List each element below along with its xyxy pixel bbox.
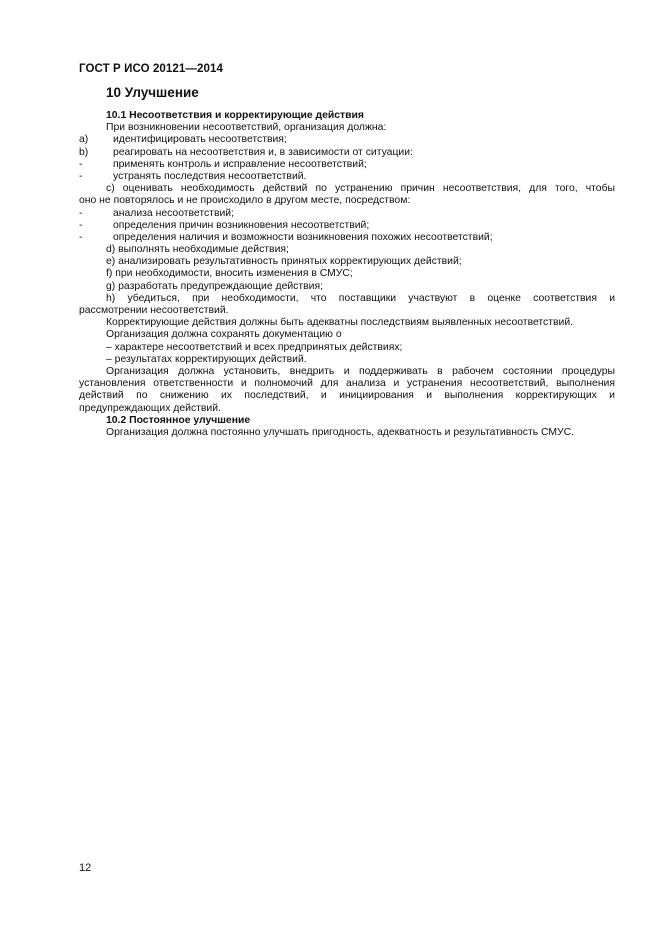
subsection-heading-10-2: 10.2 Постоянное улучшение — [106, 414, 251, 426]
document-header: ГОСТ Р ИСО 20121—2014 — [79, 63, 224, 75]
dash-marker: - — [79, 231, 83, 243]
dash-marker: - — [79, 207, 83, 219]
page-number: 12 — [79, 862, 92, 874]
documentation-item: – характере несоответствий и всех предпринятых действиях; — [106, 341, 403, 353]
list-subitem — [79, 171, 615, 183]
list-text: применять контроль и исправление несоответствий; — [113, 158, 367, 170]
paragraph-continual-improvement: Организация должна постоянно улучшать пригодность, адекватность и результативность СМУС. — [106, 426, 575, 438]
list-text: реагировать на несоответствия и, в зависимости от ситуации: — [113, 146, 413, 158]
list-item-b — [79, 147, 615, 159]
list-item-d: d) выполнять необходимые действия; — [106, 244, 289, 256]
list-item-g: g) разработать предупреждающие действия; — [106, 280, 323, 292]
list-text: анализа несоответствий; — [113, 207, 234, 219]
dash-marker: - — [79, 219, 83, 231]
paragraph-procedure-line: предупреждающих действий. — [79, 402, 221, 414]
list-text: определения причин возникновения несоответствий; — [113, 219, 370, 231]
paragraph-procedure-line: действий по снижению их последствий, и инициирования и выполнения корректирующих и — [79, 390, 615, 402]
list-text: идентифицировать несоответствия; — [113, 134, 287, 146]
paragraph-procedure-line: установления ответственности и полномочий для анализа и устранения несоответствий, выполнения — [79, 378, 615, 390]
list-item-c-line2: оно не повторялось и не происходило в другом месте, посредством: — [79, 195, 411, 207]
paragraph-documentation: Организация должна сохранять документацию о — [106, 329, 342, 341]
section-body — [79, 110, 615, 439]
paragraph-procedure-line: Организация должна установить, внедрить и поддерживать в рабочем состоянии процедуры — [106, 365, 615, 377]
dash-marker: - — [79, 158, 83, 170]
list-item-f: f) при необходимости, вносить изменения в СМУС; — [106, 268, 353, 280]
list-subitem — [79, 220, 615, 232]
list-subitem — [79, 159, 615, 171]
dash-marker: - — [79, 170, 83, 182]
documentation-item: – результатах корректирующих действий. — [106, 353, 307, 365]
list-subitem — [79, 232, 615, 244]
list-item-e: e) анализировать результативность принятых корректирующих действий; — [106, 256, 462, 268]
list-marker: b) — [79, 146, 89, 158]
list-text: устранять последствия несоответствий. — [113, 170, 307, 182]
list-subitem — [79, 208, 615, 220]
list-item-a — [79, 134, 615, 146]
list-text: определения наличия и возможности возникновения похожих несоответствий; — [113, 231, 493, 243]
list-item-c-line1: c) оценивать необходимость действий по устранению причин несоответствия, для того, чтобы — [106, 183, 615, 195]
section-title: 10 Улучшение — [106, 85, 199, 100]
list-marker: a) — [79, 134, 89, 146]
paragraph-adequacy: Корректирующие действия должны быть адекватны последствиям выявленных несоответствий. — [106, 317, 574, 329]
list-item-h-line1: h) убедиться, при необходимости, что поставщики участвуют в оценке соответствия и — [106, 292, 615, 304]
list-item-h-line2: рассмотрении несоответствий. — [79, 305, 229, 316]
subsection-heading-10-1: 10.1 Несоответствия и корректирующие действия — [106, 110, 364, 121]
intro-paragraph: При возникновении несоответствий, организация должна: — [106, 122, 387, 134]
